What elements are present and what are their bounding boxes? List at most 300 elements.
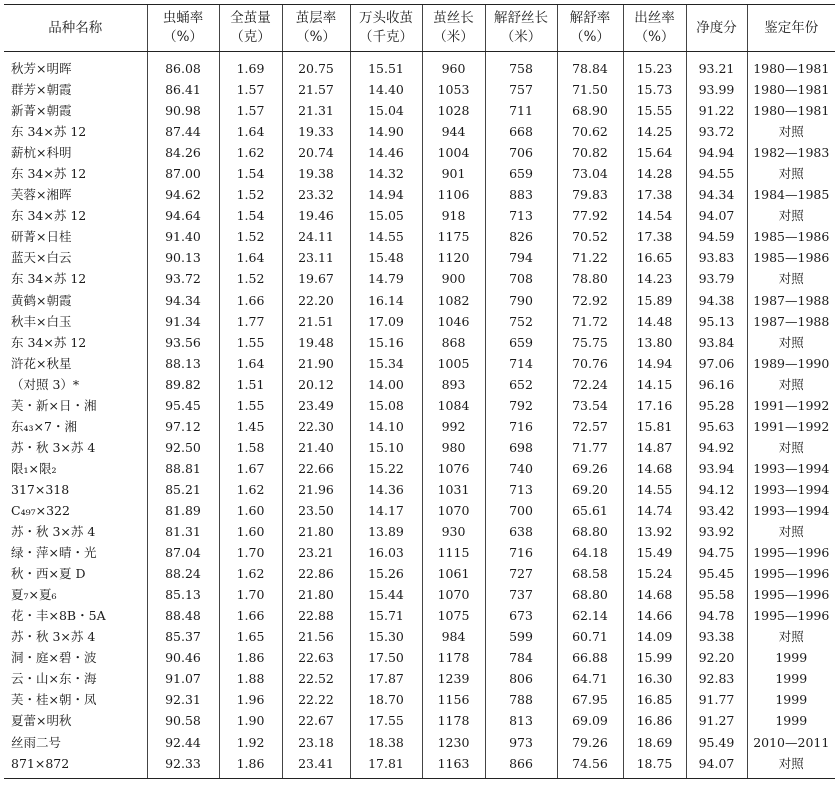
- cell-shell-rate: 19.46: [282, 205, 350, 226]
- cell-variety-name: 芙蓉×湘晖: [11, 187, 72, 203]
- cell-pupation-rate: 94.64: [147, 205, 219, 226]
- cell-neatness-score: 93.92: [686, 521, 747, 542]
- cell-test-years: 1984—1985: [747, 184, 835, 205]
- cell-filament-length: 1053: [422, 79, 485, 100]
- cell-variety-name: 317×318: [11, 481, 70, 497]
- cell-variety-name: 芙・桂×朝・凤: [11, 692, 97, 708]
- table-row: [4, 584, 835, 605]
- header-unit: （%）: [163, 29, 203, 45]
- cell-yield-per-10k: 18.38: [350, 732, 422, 753]
- table-row: [4, 563, 835, 584]
- cell-neatness-score: 95.58: [686, 584, 747, 605]
- cell-reelable-length: 883: [485, 184, 557, 205]
- cell-pupation-rate: 85.37: [147, 626, 219, 647]
- cell-cocoon-weight: 1.62: [219, 479, 282, 500]
- cell-yield-per-10k: 17.09: [350, 311, 422, 332]
- cell-yield-per-10k: 15.71: [350, 605, 422, 626]
- cell-filament-length: 1120: [422, 247, 485, 268]
- cell-neatness-score: 95.13: [686, 311, 747, 332]
- cell-neatness-score: 94.12: [686, 479, 747, 500]
- table-row: [4, 52, 835, 80]
- cell-shell-rate: 19.48: [282, 332, 350, 353]
- cell-raw-silk-rate: 16.30: [623, 668, 686, 689]
- cell-pupation-rate: 85.13: [147, 584, 219, 605]
- header-col-pupation-rate: [147, 5, 219, 52]
- cell-neatness-score: 95.45: [686, 563, 747, 584]
- cell-reelable-length: 711: [485, 100, 557, 121]
- cell-test-years: 对照: [747, 121, 835, 142]
- cell-raw-silk-rate: 14.66: [623, 605, 686, 626]
- cell-reelability: 68.80: [557, 584, 623, 605]
- table-row: [4, 479, 835, 500]
- cell-cocoon-weight: 1.70: [219, 584, 282, 605]
- cell-shell-rate: 21.31: [282, 100, 350, 121]
- cell-raw-silk-rate: 14.94: [623, 353, 686, 374]
- cell-reelability: 70.76: [557, 353, 623, 374]
- cell-filament-length: 1076: [422, 458, 485, 479]
- cell-raw-silk-rate: 14.87: [623, 437, 686, 458]
- cell-pupation-rate: 87.04: [147, 542, 219, 563]
- cell-cocoon-weight: 1.52: [219, 226, 282, 247]
- cell-variety-name: 东₄₃×7・湘: [11, 418, 77, 434]
- cell-cocoon-weight: 1.92: [219, 732, 282, 753]
- cell-reelability: 72.92: [557, 290, 623, 311]
- cell-reelable-length: 599: [485, 626, 557, 647]
- cell-filament-length: 1175: [422, 226, 485, 247]
- header-unit: （克）: [230, 29, 271, 45]
- cell-pupation-rate: 93.72: [147, 268, 219, 289]
- cell-raw-silk-rate: 15.23: [623, 52, 686, 80]
- cell-reelable-length: 700: [485, 500, 557, 521]
- header-col-cocoon-weight: [219, 5, 282, 52]
- cell-filament-length: 868: [422, 332, 485, 353]
- cell-raw-silk-rate: 14.68: [623, 584, 686, 605]
- cell-test-years: 2010—2011: [747, 732, 835, 753]
- cell-yield-per-10k: 14.55: [350, 226, 422, 247]
- table-row: [4, 647, 835, 668]
- cell-filament-length: 1230: [422, 732, 485, 753]
- cell-cocoon-weight: 1.57: [219, 79, 282, 100]
- cell-variety-name: 秋・西×夏 D: [11, 566, 86, 582]
- cell-shell-rate: 23.21: [282, 542, 350, 563]
- cell-pupation-rate: 81.89: [147, 500, 219, 521]
- cell-variety-name: 薪杭×科明: [11, 145, 72, 161]
- cell-variety-name: 夏蕾×明秋: [11, 713, 72, 729]
- header-col-reelability: [557, 5, 623, 52]
- cell-variety-name: 限₁×限₂: [11, 460, 57, 476]
- cell-filament-length: 1163: [422, 753, 485, 779]
- cell-filament-length: 1070: [422, 584, 485, 605]
- cell-reelability: 74.56: [557, 753, 623, 779]
- cell-raw-silk-rate: 14.68: [623, 458, 686, 479]
- cell-test-years: 1999: [747, 710, 835, 731]
- cell-variety-name: 夏₇×夏₆: [11, 587, 57, 603]
- cell-reelable-length: 788: [485, 689, 557, 710]
- header-col-test-years: [747, 5, 835, 52]
- silkworm-variety-table: [4, 4, 835, 779]
- cell-variety-name: 秋丰×白玉: [11, 313, 72, 329]
- cell-filament-length: 1156: [422, 689, 485, 710]
- cell-variety-name: 东 34×苏 12: [11, 166, 87, 182]
- cell-neatness-score: 93.83: [686, 247, 747, 268]
- cell-pupation-rate: 95.45: [147, 395, 219, 416]
- cell-variety-name: 花・丰×8B・5A: [11, 608, 106, 624]
- cell-neatness-score: 94.07: [686, 205, 747, 226]
- table-row: [4, 163, 835, 184]
- table-row: [4, 437, 835, 458]
- cell-yield-per-10k: 15.51: [350, 52, 422, 80]
- cell-shell-rate: 20.12: [282, 374, 350, 395]
- cell-test-years: 1991—1992: [747, 416, 835, 437]
- cell-yield-per-10k: 14.00: [350, 374, 422, 395]
- cell-variety-name: 苏・秋 3×苏 4: [11, 439, 96, 455]
- cell-pupation-rate: 87.44: [147, 121, 219, 142]
- cell-yield-per-10k: 14.36: [350, 479, 422, 500]
- table-row: [4, 247, 835, 268]
- cell-test-years: 1985—1986: [747, 226, 835, 247]
- header-col-raw-silk-rate: [623, 5, 686, 52]
- cell-yield-per-10k: 14.94: [350, 184, 422, 205]
- cell-neatness-score: 94.34: [686, 184, 747, 205]
- cell-pupation-rate: 91.40: [147, 226, 219, 247]
- cell-filament-length: 1028: [422, 100, 485, 121]
- cell-reelability: 77.92: [557, 205, 623, 226]
- header-unit: （%）: [634, 29, 675, 45]
- cell-shell-rate: 22.30: [282, 416, 350, 437]
- cell-yield-per-10k: 17.50: [350, 647, 422, 668]
- table-row: [4, 605, 835, 626]
- cell-raw-silk-rate: 15.89: [623, 290, 686, 311]
- cell-yield-per-10k: 14.46: [350, 142, 422, 163]
- cell-cocoon-weight: 1.86: [219, 647, 282, 668]
- cell-filament-length: 893: [422, 374, 485, 395]
- cell-variety-name: 秋芳×明晖: [11, 61, 72, 77]
- cell-pupation-rate: 89.82: [147, 374, 219, 395]
- table-row: [4, 184, 835, 205]
- cell-reelability: 68.80: [557, 521, 623, 542]
- cell-reelability: 71.22: [557, 247, 623, 268]
- cell-test-years: 1980—1981: [747, 100, 835, 121]
- cell-reelable-length: 794: [485, 247, 557, 268]
- cell-reelable-length: 659: [485, 332, 557, 353]
- cell-pupation-rate: 93.56: [147, 332, 219, 353]
- cell-pupation-rate: 88.13: [147, 353, 219, 374]
- cell-cocoon-weight: 1.55: [219, 395, 282, 416]
- header-label: 出丝率: [634, 10, 675, 26]
- cell-neatness-score: 93.94: [686, 458, 747, 479]
- cell-pupation-rate: 86.41: [147, 79, 219, 100]
- cell-pupation-rate: 91.07: [147, 668, 219, 689]
- header-col-yield-per-10k: [350, 5, 422, 52]
- cell-cocoon-weight: 1.96: [219, 689, 282, 710]
- cell-raw-silk-rate: 14.09: [623, 626, 686, 647]
- cell-filament-length: 1075: [422, 605, 485, 626]
- cell-reelability: 71.72: [557, 311, 623, 332]
- cell-reelability: 72.24: [557, 374, 623, 395]
- cell-reelable-length: 813: [485, 710, 557, 731]
- cell-reelability: 72.57: [557, 416, 623, 437]
- cell-shell-rate: 21.57: [282, 79, 350, 100]
- cell-neatness-score: 94.78: [686, 605, 747, 626]
- cell-cocoon-weight: 1.52: [219, 184, 282, 205]
- cell-cocoon-weight: 1.62: [219, 563, 282, 584]
- cell-test-years: 1987—1988: [747, 290, 835, 311]
- cell-filament-length: 1061: [422, 563, 485, 584]
- cell-shell-rate: 22.67: [282, 710, 350, 731]
- cell-cocoon-weight: 1.70: [219, 542, 282, 563]
- cell-neatness-score: 93.84: [686, 332, 747, 353]
- header-label: 解舒丝长: [494, 10, 548, 26]
- cell-test-years: 对照: [747, 626, 835, 647]
- cell-reelability: 68.58: [557, 563, 623, 584]
- cell-reelability: 69.26: [557, 458, 623, 479]
- cell-reelability: 62.14: [557, 605, 623, 626]
- cell-cocoon-weight: 1.52: [219, 268, 282, 289]
- table-row: [4, 290, 835, 311]
- cell-cocoon-weight: 1.86: [219, 753, 282, 779]
- cell-shell-rate: 21.80: [282, 521, 350, 542]
- header-unit: （%）: [570, 29, 610, 45]
- cell-yield-per-10k: 15.34: [350, 353, 422, 374]
- cell-neatness-score: 94.92: [686, 437, 747, 458]
- cell-raw-silk-rate: 15.24: [623, 563, 686, 584]
- cell-raw-silk-rate: 17.38: [623, 226, 686, 247]
- cell-filament-length: 1046: [422, 311, 485, 332]
- cell-shell-rate: 21.51: [282, 311, 350, 332]
- cell-variety-name: 蓝天×白云: [11, 250, 72, 266]
- cell-test-years: 1989—1990: [747, 353, 835, 374]
- cell-filament-length: 1239: [422, 668, 485, 689]
- cell-shell-rate: 23.32: [282, 184, 350, 205]
- table-row: [4, 353, 835, 374]
- header-col-filament-length: [422, 5, 485, 52]
- cell-yield-per-10k: 13.89: [350, 521, 422, 542]
- cell-variety-name: （对照 3）*: [11, 376, 80, 392]
- cell-test-years: 1995—1996: [747, 563, 835, 584]
- cell-shell-rate: 22.66: [282, 458, 350, 479]
- cell-reelable-length: 727: [485, 563, 557, 584]
- cell-pupation-rate: 88.24: [147, 563, 219, 584]
- cell-yield-per-10k: 15.04: [350, 100, 422, 121]
- cell-yield-per-10k: 15.48: [350, 247, 422, 268]
- cell-reelability: 68.90: [557, 100, 623, 121]
- header-label: 解舒率: [569, 10, 611, 26]
- table-row: [4, 458, 835, 479]
- cell-reelability: 64.18: [557, 542, 623, 563]
- cell-yield-per-10k: 15.44: [350, 584, 422, 605]
- cell-filament-length: 944: [422, 121, 485, 142]
- cell-raw-silk-rate: 15.64: [623, 142, 686, 163]
- table-row: [4, 689, 835, 710]
- cell-cocoon-weight: 1.55: [219, 332, 282, 353]
- cell-reelable-length: 757: [485, 79, 557, 100]
- cell-test-years: 1999: [747, 668, 835, 689]
- cell-raw-silk-rate: 17.38: [623, 184, 686, 205]
- cell-neatness-score: 95.63: [686, 416, 747, 437]
- cell-pupation-rate: 92.44: [147, 732, 219, 753]
- cell-filament-length: 1005: [422, 353, 485, 374]
- cell-pupation-rate: 92.50: [147, 437, 219, 458]
- cell-neatness-score: 92.83: [686, 668, 747, 689]
- cell-shell-rate: 23.50: [282, 500, 350, 521]
- cell-test-years: 对照: [747, 437, 835, 458]
- cell-yield-per-10k: 15.22: [350, 458, 422, 479]
- table-row: [4, 121, 835, 142]
- cell-filament-length: 900: [422, 268, 485, 289]
- cell-shell-rate: 21.56: [282, 626, 350, 647]
- cell-raw-silk-rate: 14.55: [623, 479, 686, 500]
- cell-pupation-rate: 88.81: [147, 458, 219, 479]
- cell-reelable-length: 752: [485, 311, 557, 332]
- cell-variety-name: 研菁×日桂: [11, 229, 72, 245]
- table-row: [4, 332, 835, 353]
- cell-reelable-length: 706: [485, 142, 557, 163]
- cell-cocoon-weight: 1.90: [219, 710, 282, 731]
- cell-neatness-score: 93.79: [686, 268, 747, 289]
- cell-reelability: 78.84: [557, 52, 623, 80]
- cell-shell-rate: 19.33: [282, 121, 350, 142]
- cell-yield-per-10k: 15.26: [350, 563, 422, 584]
- cell-variety-name: C₄₉₇×322: [11, 503, 70, 518]
- header-label: 鉴定年份: [764, 19, 819, 36]
- cell-cocoon-weight: 1.60: [219, 521, 282, 542]
- cell-shell-rate: 22.20: [282, 290, 350, 311]
- header-label: 品种名称: [48, 19, 103, 36]
- cell-raw-silk-rate: 18.75: [623, 753, 686, 779]
- cell-test-years: 1993—1994: [747, 479, 835, 500]
- cell-cocoon-weight: 1.64: [219, 247, 282, 268]
- cell-yield-per-10k: 15.08: [350, 395, 422, 416]
- cell-neatness-score: 93.21: [686, 52, 747, 80]
- cell-shell-rate: 21.96: [282, 479, 350, 500]
- cell-neatness-score: 93.99: [686, 79, 747, 100]
- cell-cocoon-weight: 1.45: [219, 416, 282, 437]
- cell-shell-rate: 21.90: [282, 353, 350, 374]
- cell-variety-name: 芙・新×日・湘: [11, 397, 97, 413]
- cell-pupation-rate: 90.98: [147, 100, 219, 121]
- cell-variety-name: 新菁×朝霞: [11, 103, 72, 119]
- cell-filament-length: 1031: [422, 479, 485, 500]
- cell-neatness-score: 94.38: [686, 290, 747, 311]
- cell-reelability: 64.71: [557, 668, 623, 689]
- cell-reelability: 70.82: [557, 142, 623, 163]
- header-unit: （米）: [433, 29, 474, 45]
- cell-reelability: 73.54: [557, 395, 623, 416]
- cell-reelability: 78.80: [557, 268, 623, 289]
- cell-raw-silk-rate: 15.49: [623, 542, 686, 563]
- header-label: 净度分: [696, 19, 737, 36]
- cell-reelable-length: 758: [485, 52, 557, 80]
- cell-pupation-rate: 92.33: [147, 753, 219, 779]
- cell-filament-length: 918: [422, 205, 485, 226]
- table-row: [4, 500, 835, 521]
- table-row: [4, 668, 835, 689]
- cell-raw-silk-rate: 15.73: [623, 79, 686, 100]
- table-row: [4, 142, 835, 163]
- table-row: [4, 626, 835, 647]
- cell-reelable-length: 716: [485, 542, 557, 563]
- cell-variety-name: 绿・萍×晴・光: [11, 545, 97, 561]
- cell-reelable-length: 659: [485, 163, 557, 184]
- cell-shell-rate: 21.40: [282, 437, 350, 458]
- cell-reelable-length: 698: [485, 437, 557, 458]
- table-body: [4, 52, 835, 779]
- header-label: 茧丝长: [433, 10, 474, 26]
- cell-pupation-rate: 85.21: [147, 479, 219, 500]
- cell-reelability: 69.09: [557, 710, 623, 731]
- cell-shell-rate: 20.74: [282, 142, 350, 163]
- cell-neatness-score: 91.27: [686, 710, 747, 731]
- cell-yield-per-10k: 15.30: [350, 626, 422, 647]
- cell-raw-silk-rate: 14.74: [623, 500, 686, 521]
- cell-yield-per-10k: 17.55: [350, 710, 422, 731]
- cell-shell-rate: 22.22: [282, 689, 350, 710]
- cell-test-years: 1985—1986: [747, 247, 835, 268]
- header-col-neatness-score: [686, 5, 747, 52]
- cell-raw-silk-rate: 14.28: [623, 163, 686, 184]
- cell-reelable-length: 806: [485, 668, 557, 689]
- table-row: [4, 395, 835, 416]
- cell-raw-silk-rate: 14.15: [623, 374, 686, 395]
- cell-variety-name: 苏・秋 3×苏 4: [11, 629, 96, 645]
- cell-shell-rate: 23.41: [282, 753, 350, 779]
- cell-reelable-length: 668: [485, 121, 557, 142]
- cell-reelable-length: 652: [485, 374, 557, 395]
- cell-filament-length: 1082: [422, 290, 485, 311]
- cell-cocoon-weight: 1.65: [219, 626, 282, 647]
- cell-cocoon-weight: 1.64: [219, 121, 282, 142]
- table-row: [4, 268, 835, 289]
- table-row: [4, 732, 835, 753]
- cell-yield-per-10k: 14.10: [350, 416, 422, 437]
- cell-reelable-length: 790: [485, 290, 557, 311]
- cell-reelability: 75.75: [557, 332, 623, 353]
- cell-yield-per-10k: 16.14: [350, 290, 422, 311]
- cell-reelability: 69.20: [557, 479, 623, 500]
- header-col-variety-name: [4, 5, 147, 52]
- cell-cocoon-weight: 1.54: [219, 205, 282, 226]
- cell-yield-per-10k: 14.79: [350, 268, 422, 289]
- table-row: [4, 753, 835, 779]
- cell-yield-per-10k: 14.17: [350, 500, 422, 521]
- cell-reelability: 60.71: [557, 626, 623, 647]
- cell-raw-silk-rate: 14.25: [623, 121, 686, 142]
- cell-raw-silk-rate: 13.92: [623, 521, 686, 542]
- table-row: [4, 521, 835, 542]
- cell-neatness-score: 94.07: [686, 753, 747, 779]
- cell-cocoon-weight: 1.57: [219, 100, 282, 121]
- cell-test-years: 1993—1994: [747, 458, 835, 479]
- cell-reelable-length: 740: [485, 458, 557, 479]
- cell-test-years: 1991—1992: [747, 395, 835, 416]
- cell-reelable-length: 708: [485, 268, 557, 289]
- cell-shell-rate: 21.80: [282, 584, 350, 605]
- table-row: [4, 416, 835, 437]
- cell-yield-per-10k: 18.70: [350, 689, 422, 710]
- cell-test-years: 1995—1996: [747, 605, 835, 626]
- header-col-shell-rate: [282, 5, 350, 52]
- cell-raw-silk-rate: 15.99: [623, 647, 686, 668]
- cell-neatness-score: 94.59: [686, 226, 747, 247]
- cell-shell-rate: 20.75: [282, 52, 350, 80]
- cell-test-years: 1995—1996: [747, 584, 835, 605]
- cell-shell-rate: 22.52: [282, 668, 350, 689]
- cell-raw-silk-rate: 16.85: [623, 689, 686, 710]
- cell-reelable-length: 638: [485, 521, 557, 542]
- cell-pupation-rate: 94.62: [147, 184, 219, 205]
- cell-filament-length: 1106: [422, 184, 485, 205]
- cell-pupation-rate: 94.34: [147, 290, 219, 311]
